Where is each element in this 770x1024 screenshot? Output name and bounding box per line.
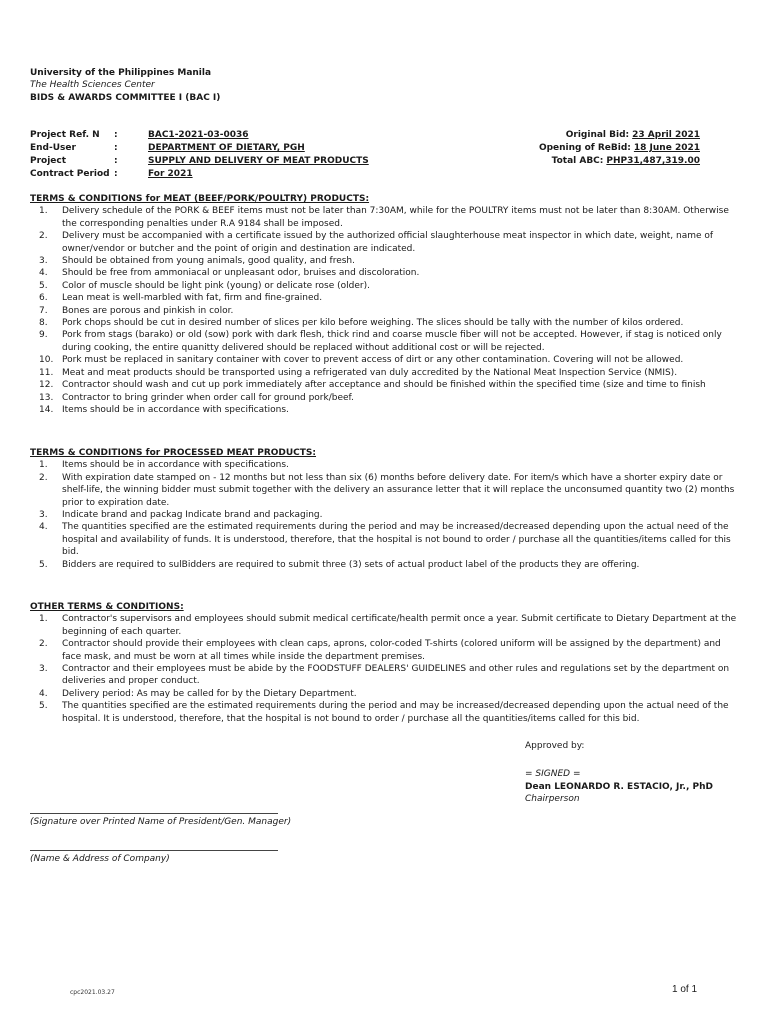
info-label: Project: [30, 156, 67, 166]
university-name: University of the Philippines Manila: [30, 68, 212, 78]
approval-block: [525, 740, 713, 806]
term-number: 3.: [39, 256, 48, 267]
term-item: [30, 700, 742, 725]
term-item: [30, 509, 742, 521]
page-number: 1 of 1: [672, 984, 698, 995]
info-label: Contract Period: [30, 169, 110, 179]
term-item: [30, 329, 742, 354]
term-item: [30, 521, 742, 558]
term-number: 12.: [39, 380, 54, 391]
term-text: Contractor should provide their employees with clean caps, aprons, color-coded T-shirts (colored uniform will be assigned by the department) and face mask, and must be worn at all times while inside the department premises.: [62, 639, 721, 662]
term-item: [30, 663, 742, 688]
company-caption: (Name & Address of Company): [30, 854, 170, 864]
term-item: [30, 559, 742, 571]
center-name: The Health Sciences Center: [30, 80, 155, 91]
signature-line: [30, 813, 278, 814]
info-row: [30, 155, 369, 168]
term-number: 4.: [39, 688, 48, 699]
term-text: The quantities specified are the estimated requirements during the period and may be increased/decreased depending upon the actual need of the hospital. It is understood, therefore, that the hospital is not bound to order / purchase all the quantities/items called for this bid.: [62, 701, 729, 724]
term-item: [30, 205, 742, 230]
meat-terms-section: [30, 193, 742, 416]
info-colon: :: [114, 156, 118, 166]
document-header: [30, 67, 220, 104]
other-terms-section: [30, 601, 742, 725]
term-item: [30, 267, 742, 279]
project-info: [30, 129, 369, 181]
term-text: Delivery period: As may be called for by the Dietary Department.: [62, 688, 357, 699]
total-abc: [539, 155, 700, 168]
term-number: 3.: [39, 510, 48, 521]
term-number: 10.: [39, 355, 54, 366]
term-number: 2.: [39, 472, 48, 483]
term-item: [30, 292, 742, 304]
info-row: [30, 142, 369, 155]
abc-label: Total ABC:: [551, 156, 604, 166]
term-number: 13.: [39, 392, 54, 403]
term-item: [30, 255, 742, 267]
term-number: 5.: [39, 559, 48, 570]
approved-by-label: Approved by:: [525, 741, 585, 751]
term-number: 4.: [39, 268, 48, 279]
term-text: Pork from stags (barako) or old (sow) pork with dark flesh, thick rind and coarse muscle fiber will not be accepted. However, if stag is noticed only during cooking, the entire quanitty delivered should be replaced without additional cost or will be rejected.: [62, 330, 722, 353]
term-text: Contractor's supervisors and employees should submit medical certificate/health permit once a year. Submit certificate to Dietary Department at the beginning of each quarter.: [62, 614, 737, 637]
info-colon: :: [114, 143, 118, 153]
rebid-value: 18 June 2021: [633, 143, 700, 153]
term-number: 6.: [39, 293, 48, 304]
term-text: Indicate brand and packag Indicate brand and packaging.: [62, 510, 323, 521]
info-value: SUPPLY AND DELIVERY OF MEAT PRODUCTS: [148, 156, 369, 166]
term-text: Items should be in accordance with specifications.: [62, 460, 289, 471]
info-colon: :: [114, 130, 118, 140]
abc-value: PHP31,487,319.00: [606, 156, 700, 166]
term-text: Should be free from ammoniacal or unpleasant odor, bruises and discoloration.: [62, 268, 420, 279]
term-number: 7.: [39, 305, 48, 316]
section-title: TERMS & CONDITIONS for MEAT (BEEF/PORK/POULTRY) PRODUCTS:: [30, 194, 370, 204]
term-item: [30, 472, 742, 509]
term-text: Delivery must be accompanied with a certificate issued by the authorized official slaughterhouse meat inspector in which date, weight, name of owner/vendor or butcher and the point of origin and destination are indicated.: [62, 231, 714, 254]
term-text: Items should be in accordance with specifications.: [62, 404, 289, 415]
term-number: 1.: [39, 206, 48, 217]
term-number: 3.: [39, 664, 48, 675]
term-text: Lean meat is well-marbled with fat, firm and fine-grained.: [62, 293, 323, 304]
approver-role: Chairperson: [525, 794, 580, 805]
term-text: Pork must be replaced in sanitary container with cover to prevent access of dirt or any other contamination. Covering will not be allowed.: [62, 355, 684, 366]
term-text: Pork chops should be cut in desired number of slices per kilo before weighing. The slices should be tally with the number of kilos ordered.: [62, 318, 684, 329]
term-text: Delivery schedule of the PORK & BEEF items must not be later than 7:30AM, while for the POULTRY items must not be later than 8:30AM. Otherwise the corresponding penalties under R.A 9184 shall be imposed.: [62, 206, 729, 229]
info-colon: :: [114, 169, 118, 179]
info-value: DEPARTMENT OF DIETARY, PGH: [148, 143, 305, 153]
committee-name: BIDS & AWARDS COMMITTEE I (BAC I): [30, 92, 221, 103]
section-title: TERMS & CONDITIONS for PROCESSED MEAT PRODUCTS:: [30, 448, 317, 458]
term-text: The quantities specified are the estimated requirements during the period and may be increased/decreased depending upon the actual need of the hospital and availability of funds. It is understood, therefore, that the hospital is not bound to order / purchase all the quantities/items called for this bid.: [62, 522, 731, 558]
original-bid: [539, 129, 700, 142]
term-number: 11.: [39, 367, 54, 378]
term-number: 8.: [39, 318, 48, 329]
rebid-opening: [539, 142, 700, 155]
term-text: Should be obtained from young animals, good quality, and fresh.: [62, 256, 355, 267]
term-text: With expiration date stamped on - 12 months but not less than six (6) months before delivery date. For item/s which have a shorter expiry date or shelf-life, the winning bidder must submit together with the delivery an assurance letter that it will replace the unconsumed quantity two (2) months prior to expiration date.: [62, 472, 735, 508]
term-number: 1.: [39, 614, 48, 625]
term-item: [30, 404, 742, 416]
term-number: 14.: [39, 404, 54, 415]
document-code: cpc2021.03.27: [70, 989, 115, 996]
term-number: 4.: [39, 522, 48, 533]
term-number: 5.: [39, 701, 48, 712]
info-value: For 2021: [148, 169, 193, 179]
term-item: [30, 688, 742, 700]
terms-list: [30, 613, 742, 725]
signed-mark: = SIGNED =: [525, 769, 581, 780]
info-row: [30, 168, 369, 181]
original-bid-label: Original Bid:: [565, 130, 630, 140]
term-item: [30, 638, 742, 663]
term-item: [30, 392, 742, 404]
term-number: 2.: [39, 231, 48, 242]
term-item: [30, 379, 742, 391]
term-text: Color of muscle should be light pink (young) or delicate rose (older).: [62, 280, 370, 291]
approver-name: Dean LEONARDO R. ESTACIO, Jr., PhD: [525, 781, 713, 792]
term-item: [30, 280, 742, 292]
term-item: [30, 354, 742, 366]
terms-list: [30, 459, 742, 571]
term-item: [30, 230, 742, 255]
term-text: Bones are porous and pinkish in color.: [62, 305, 234, 316]
term-item: [30, 613, 742, 638]
info-row: [30, 129, 369, 142]
term-item: [30, 367, 742, 379]
term-item: [30, 459, 742, 471]
term-number: 1.: [39, 460, 48, 471]
rebid-label: Opening of ReBid:: [538, 143, 631, 153]
original-bid-value: 23 April 2021: [632, 130, 700, 140]
section-title: OTHER TERMS & CONDITIONS:: [30, 602, 184, 612]
term-item: [30, 317, 742, 329]
term-number: 9.: [39, 330, 48, 341]
processed-meat-terms-section: [30, 447, 742, 571]
term-item: [30, 305, 742, 317]
term-text: Contractor and their employees must be abide by the FOODSTUFF DEALERS' GUIDELINES and other rules and regulations set by the department on deliveries and proper conduct.: [62, 664, 730, 687]
term-text: Bidders are required to sulBidders are required to submit three (3) sets of actual product label of the products they are offering.: [62, 559, 640, 570]
term-number: 5.: [39, 280, 48, 291]
president-signature-caption: (Signature over Printed Name of President/Gen. Manager): [30, 817, 292, 827]
term-number: 2.: [39, 639, 48, 650]
terms-list: [30, 205, 742, 416]
bid-dates: [539, 129, 700, 168]
company-line: [30, 850, 278, 851]
info-label: End-User: [30, 143, 76, 153]
term-text: Meat and meat products should be transported using a refrigerated van duly accredited by the National Meat Inspection Service (NMIS).: [62, 367, 678, 378]
info-value: BAC1-2021-03-0036: [148, 130, 249, 140]
term-text: Contractor to bring grinder when order call for ground pork/beef.: [62, 392, 354, 403]
info-label: Project Ref. N: [30, 130, 100, 140]
term-text: Contractor should wash and cut up pork immediately after acceptance and should be finished within the specified time (size and time to finish: [62, 380, 706, 391]
